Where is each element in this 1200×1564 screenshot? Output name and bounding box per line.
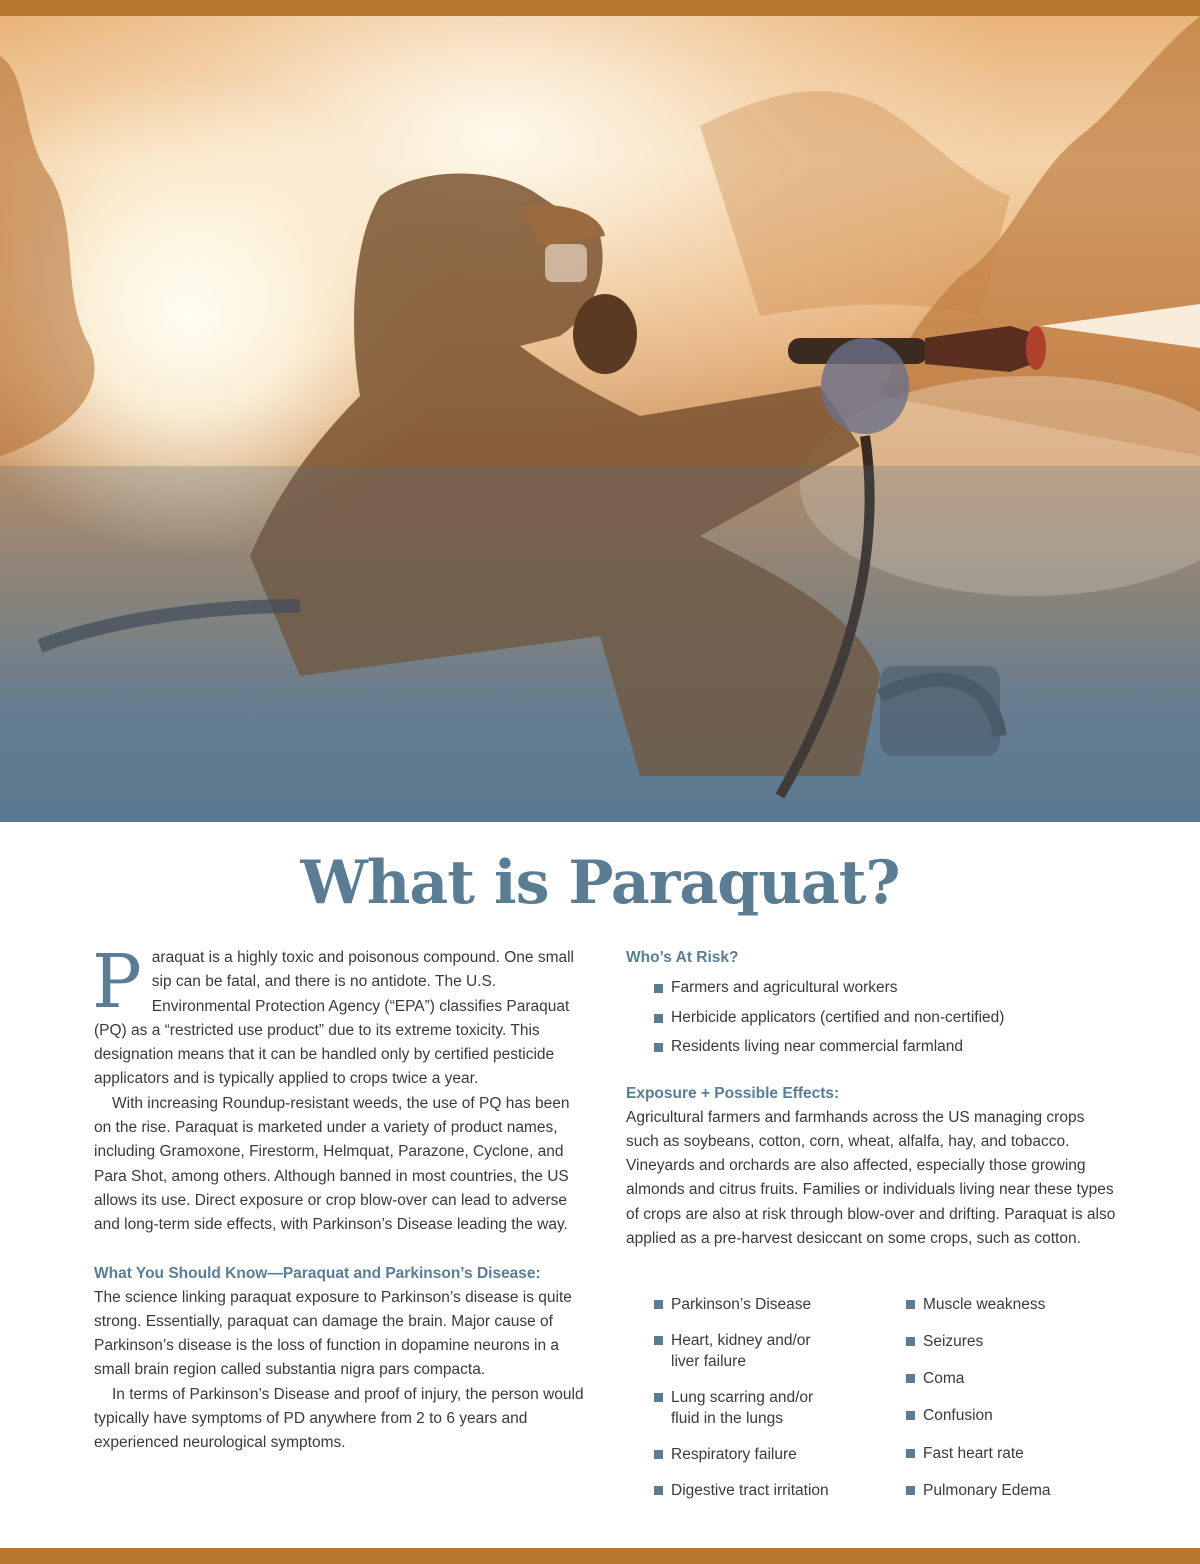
list-item-label: Farmers and agricultural workers [671,979,898,996]
know-paragraph-2: In terms of Parkinson’s Disease and proof of injury, the person would typically have symptoms of PD anywhere from 2 to 6 years and experienced neurological symptoms. [94,1385,584,1452]
list-item-label: Muscle weakness [923,1296,1046,1313]
square-bullet-icon [654,1043,663,1052]
list-item-label: Herbicide applicators (certified and non-certified) [671,1008,1005,1026]
square-bullet-icon [654,1014,663,1023]
list-item [654,1294,811,1315]
square-bullet-icon [654,1300,663,1309]
right-column [626,946,1116,1251]
list-item-label: Confusion [923,1407,993,1424]
list-item [654,1006,1116,1030]
risk-heading: Who’s At Risk? [626,949,739,966]
square-bullet-icon [906,1449,915,1458]
square-bullet-icon [906,1486,915,1495]
square-bullet-icon [906,1411,915,1420]
square-bullet-icon [654,984,663,993]
list-item-label: Parkinson’s Disease [671,1296,812,1313]
list-item [654,1387,841,1429]
know-heading: What You Should Know—Paraquat and Parkinson’s Disease: [94,1264,541,1282]
hero-photo [0,16,1200,822]
bottom-border-bar [0,1548,1200,1564]
know-paragraph-1: The science linking paraquat exposure to Parkinson’s disease is quite strong. Essentially, paraquat can damage the brain. Major cause of Parkinson’s disease is the loss of function in dopamine neurons in a small brain region called substantia nigra pars compacta. [94,1288,572,1379]
list-item [906,1368,964,1389]
list-item [654,1480,829,1501]
page-title: What is Paraquat? [300,848,900,918]
risk-list [654,976,1116,1059]
square-bullet-icon [654,1486,663,1495]
square-bullet-icon [654,1336,663,1345]
left-column [92,939,590,1456]
list-item-label: Digestive tract irritation [671,1482,829,1499]
top-border-bar [0,0,1200,16]
intro-text: araquat is a highly toxic and poisonous compound. One small sip can be fatal, and there is no antidote. The U.S. Environmental Protection Agency (“EPA”) classifies Paraquat (PQ) as a “restricted use product” due to its extreme toxicity. This designation means that it can be handled only by certified pesticide applicators and is typically applied to crops twice a year. [94,949,574,1088]
list-item-label: Seizures [923,1333,984,1350]
drop-cap: P [92,939,142,1025]
square-bullet-icon [654,1450,663,1459]
square-bullet-icon [906,1337,915,1346]
list-item [654,1035,1116,1059]
list-item [906,1331,983,1352]
square-bullet-icon [906,1374,915,1383]
list-item [654,976,1116,1000]
list-item-label: Pulmonary Edema [923,1482,1051,1499]
exposure-heading: Exposure + Possible Effects: [626,1084,840,1102]
list-item [654,1444,797,1465]
list-item-label: Respiratory failure [671,1446,797,1463]
sprayer-worker-illustration [0,16,1200,822]
list-item-label: Lung scarring and/or fluid in the lungs [671,1389,814,1427]
square-bullet-icon [906,1300,915,1309]
list-item-label: Coma [923,1370,965,1387]
list-item [906,1294,1045,1315]
square-bullet-icon [654,1393,663,1402]
list-item-label: Residents living near commercial farmland [671,1038,964,1055]
intro-paragraph [92,939,590,1092]
list-item-label: Fast heart rate [923,1445,1024,1462]
list-item-label: Heart, kidney and/or liver failure [671,1332,811,1370]
exposure-paragraph: Agricultural farmers and farmhands across the US managing crops such as soybeans, cotton, corn, wheat, alfalfa, hay, and tobacco. Vineyards and orchards are also affected, especially those growing almonds and citrus fruits. Families or individuals living near these types of crops are also at risk through blow-over and drifting. Paraquat is also applied as a pre-harvest desiccant on some crops, such as cotton. [626,1108,1116,1247]
list-item [906,1480,1051,1501]
list-item [654,1330,841,1372]
intro-paragraph-2: With increasing Roundup-resistant weeds, the use of PQ has been on the rise. Paraquat is marketed under a variety of product names, including Gramoxone, Firestorm, Helmquat, Parazone, Cyclone, and Para Shot, among others. Although banned in most countries, the US allows its use. Direct exposure or crop blow-over can lead to adverse and long-term side effects, with Parkinson’s Disease leading the way. [94,1094,570,1234]
list-item [906,1443,1024,1464]
list-item [906,1405,993,1426]
